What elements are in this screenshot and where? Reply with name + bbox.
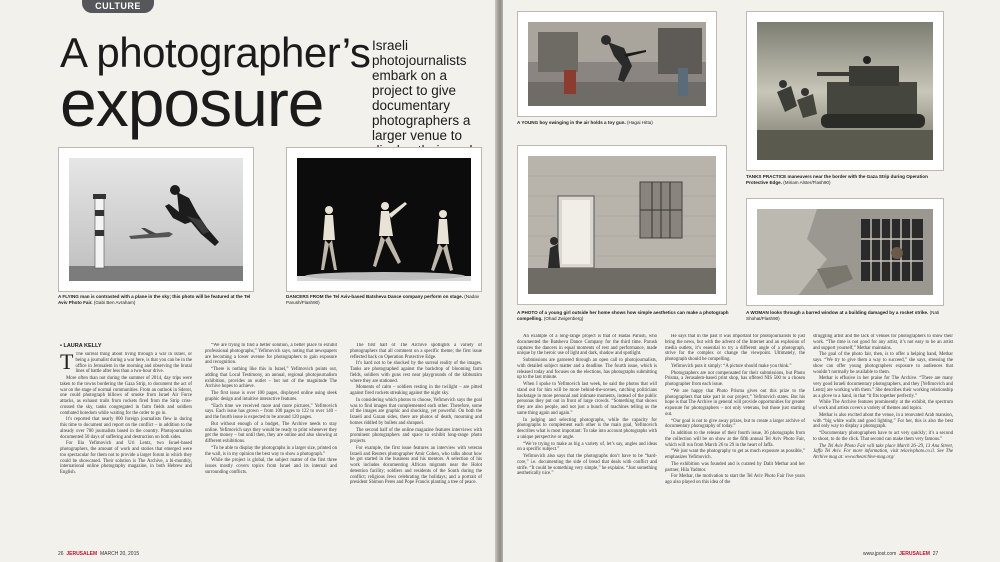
caption-tanks-text: TANKS PRACTICE maneuvers near the border with the Gaza Strip during Operation Protective Edge. bbox=[746, 174, 928, 185]
photo-dancers bbox=[286, 147, 482, 292]
right-column-3 bbox=[813, 334, 953, 546]
paragraph: He says that in the past it was important for photojournalists to just bring the news, but with the advent of the Internet and an explosion of media outlets, it’s essential to try a different angle of a photograph, strive for the complex or change the viewpoint. Ultimately, the photograph should be compelling. bbox=[665, 334, 805, 362]
photo-flying-man bbox=[58, 147, 254, 292]
headline-line-1: A photographer’s bbox=[60, 29, 371, 76]
caption-girl-door-text: A PHOTO of a young girl outside her home shows how simple aesthetics can make a photograph compelling. bbox=[517, 310, 729, 321]
paragraph: The surreal thing about living through a war in Israel, or being a journalist during a war here, is that you can be in the office in Jerusalem in the morning and observing the brutal lines of battle after less than a two-hour drive. bbox=[75, 352, 192, 375]
paragraph: For Ilia Yefimovich and Uri Lentz, two Israel-based photographers, the amount of work and stories that emerged were too spectacular for them not to provide a larger forum in which they could be showcased. Their solution is The Archive, a bi-monthly, international online photography magazine, in both Hebrew and English. bbox=[60, 441, 192, 475]
paragraph: “There is nothing like this in Israel,” Yefimovich points out, adding that Local Testimony, an annual, regional photojournalism exhibition, provides an outlet – but not of the magnitude The Archive hopes to achieve. bbox=[205, 367, 337, 390]
paragraph: While The Archive features prominently at the exhibit, the spectrum of work and artists covers a variety of themes and topics. bbox=[813, 400, 953, 411]
photo-girl-door bbox=[517, 145, 727, 305]
paragraph: But without enough of a budget, The Archive needs to stay online. Yefimovich says they would be ready to print whenever they get the money – but until then, they are online and also showing at different exhibitions. bbox=[205, 421, 337, 444]
caption-boy-swing-text: A YOUNG boy swinging in the air holds a toy gun. bbox=[517, 120, 626, 125]
paragraph: In addition to the release of their fourth issue, 36 photographs from the collection will be on show at the fifth annual Tel Aviv Photo Fair, which will run from March 26 to 29 in the heart of Jaffa. bbox=[665, 431, 805, 448]
headline bbox=[60, 29, 371, 140]
caption-flying-man-text: A FLYING man is contrasted with a plane in the sky; this photo will be featured at the Tel Aviv Photo Fair. bbox=[58, 294, 251, 305]
right-column-1 bbox=[517, 334, 657, 546]
paragraph: The exhibition was founded and is curated by Dalit Methar and her partner, Hila Yadmor. bbox=[665, 461, 805, 473]
paragraph: Moments of calm – soldiers resting in the twilight – are pitted against fired rockets streaking against the night sky. bbox=[350, 385, 482, 396]
caption-dancers-text: DANCERS FROM the Tel Aviv-based Batsheva Dance company perform on stage. bbox=[286, 294, 463, 299]
right-page bbox=[503, 0, 1000, 562]
magazine-name-right: JERUSALEM bbox=[899, 551, 930, 557]
paragraph: “We are happy that Photo Prisma gives out this prize to the photographers that take part in our project,” Yefimovich states. But his hope is that The Archive in general will provide opportunities for greater exposure for photographers – not only veterans, but those just starting out. bbox=[665, 388, 805, 417]
standfirst: Israeli photojournalists embark on a project to give documentary photographers a larger venue to bbox=[372, 38, 471, 143]
paragraph: When I spoke to Yefimovich last week, he said the photos that will stand out for him will be more behind-the-scenes, catching politicians backstage in more personal and intimate moments, instead of the public personas they put out in front of large crowds. “Something that shows they are also people, and not just a bunch of machines telling us the same thing again and again.” bbox=[517, 382, 657, 416]
paragraph: Yefimovich also says that the photographs don’t have to be “hard-core,” i.e. documenting the side of bread that deals with conflict and strife. “It could be something very simple,” he explains. “Just something aesthetically nice.” bbox=[517, 454, 657, 477]
credit-dancers: (Nadav Parush/Flash90) bbox=[286, 294, 480, 305]
credit-window: (Nati Shohat/Flash90) bbox=[746, 310, 940, 321]
photo-window bbox=[746, 198, 944, 306]
paragraph: “We are trying to find a better solution, a better place to exhibit professional photographs,” Yefimovich says, noting that newspapers are becoming a lower avenue for photographers to gain exposure and recognition. bbox=[205, 343, 337, 366]
paragraph: The first issue is over 100 pages, displayed online using sleek graphic design and intuitive interactive features. bbox=[205, 391, 337, 402]
page-number-left: 26 bbox=[58, 551, 64, 557]
paragraph: Photographers are not compensated for their submissions, but Photo Prisma, a Jerusalem-based print shop, has offered NIS 500 to a chosen photographer from each issue. bbox=[665, 370, 805, 387]
photo-boy-swing bbox=[517, 11, 717, 117]
paragraph: An example of a long-range project is that of Hadas Parush, who documented the Batsheva Dance Company for the third time. Parush captures the dancers in equal moments of rest and performance, made unique by the heroic use of light and dark, shadow and spotlight. bbox=[517, 334, 657, 357]
left-column-1 bbox=[60, 352, 192, 546]
left-column-2 bbox=[205, 343, 337, 546]
paragraph: struggling artist and the lack of venues for photographers to show their work. “The time is not good for any artist, it’s not easy to be an artist and support yourself,” Methar maintains. bbox=[813, 334, 953, 351]
paragraph: For Methar, the motivation to start the Tel Aviv Photo Fair five years ago also played on this idea of the bbox=[665, 474, 805, 485]
paragraph: More often than not during the summer of 2014, day trips were taken to the towns bordering the Gaza Strip, to document the act of war on the stage of normal communities. From an outlook in Sderot, one could photograph billows of smoke from Israel Air Force attacks, as exhaust trails from rockets fired from the Strip criss-crossed the sky, tanks congregated in farm fields and soldiers combated boredom while waiting for the order to go in. bbox=[60, 376, 192, 416]
boy-swing-image bbox=[528, 22, 706, 106]
caption-tanks bbox=[746, 174, 946, 185]
paragraph: “We just want the photography to get as much exposure as possible,” emphasizes Yefimovich. bbox=[665, 449, 805, 460]
paragraph: “We’re trying to make as big a variety of, let’s say, angles and ideas on a specific subject.” bbox=[517, 441, 657, 453]
section-tab: CULTURE bbox=[82, 0, 154, 13]
paragraph: Methar is effusive in her praise for The Archive. “There are many very good Israeli documentary photographers, and they [Yefimovich and Lentz] are working with them.” She describes their working relationship as a glove to a hand, in that “it fits together perfectly.” bbox=[813, 376, 953, 399]
tanks-image bbox=[757, 22, 933, 160]
issue-date: MARCH 20, 2015 bbox=[99, 551, 140, 557]
left-column-3 bbox=[350, 343, 482, 546]
caption-window-text: A WOMAN looks through a barred window at a building damaged by a rocket strike. bbox=[746, 310, 929, 315]
website-url: www.jpost.com bbox=[863, 551, 897, 557]
caption-boy-swing bbox=[517, 120, 727, 126]
credit-flying-man: (Gabi Ben Avraham) bbox=[93, 299, 136, 305]
magazine-name-left: JERUSALEM bbox=[66, 551, 98, 557]
left-page bbox=[0, 0, 497, 562]
page-number-right: 27 bbox=[932, 551, 939, 557]
folio-left bbox=[58, 551, 139, 557]
flying-man-image bbox=[69, 158, 243, 281]
paragraph: “Our goal is not to give away prizes, but to create a larger archive of documentary photography of today.” bbox=[665, 418, 805, 430]
paragraph: “Each time we received more and more pictures,” Yefimovich says. Each issue has grown – from 100 pages to 122 to over 140 – and the fourth issue is expected to be around 120 pages. bbox=[205, 403, 337, 420]
paragraph: It’s hard not to be shocked by the surreal reality of the images. Tanks are photographed against the backdrop of blooming farm fields, soldiers with guns rest near playgrounds of the kibbutzim where they are stationed. bbox=[350, 361, 482, 384]
byline: • LAURA KELLY bbox=[60, 343, 102, 349]
credit-boy-swing: (Hagai Hitta) bbox=[627, 120, 653, 125]
paragraph: “Documentary photographers have to act very quickly; it’s a second to shoot, to do the click. That second can make them very famous.” bbox=[813, 431, 953, 442]
paragraph: Methar is also excited about the venue, in a renovated Arab mansion, with “big white walls and good lighting.” For her, this is also the best and only way to display a photograph. bbox=[813, 412, 953, 430]
credit-tanks: (Miriam Alster/Flash90) bbox=[783, 179, 831, 185]
caption-girl-door bbox=[517, 310, 732, 321]
paragraph: Submissions are garnered through an open call to photojournalists, with detailed subject matter and a deadline. The fourth issue, which is released today and focuses on the elections, has photographs submitting up to the last minute. bbox=[517, 358, 657, 381]
paragraph: In considering which photos to choose, Yefimovich says the goal was to find images that complemented each other. Therefore, some of the images are graphic and shocking, yet powerful. On both the Israeli and Gazan sides, there are photos of death, mourning and homes riddled by bullets and shrapnel. bbox=[350, 397, 482, 426]
drop-cap: T bbox=[60, 352, 74, 374]
right-column-2 bbox=[665, 334, 805, 546]
paragraph: “To be able to display the photographs in a larger size, printed on the wall, is in my opinion the best way to show a photograph.” bbox=[205, 445, 337, 457]
paragraph: The second half of the online magazine features interviews with prominent photographers and space to exhibit long-range photo projects. bbox=[350, 427, 482, 444]
paragraph: Yefimovich puts it simply: “A picture should make you think.” bbox=[671, 363, 792, 369]
paragraph: In judging and selecting photographs, while the capacity for photographs to complement each other is the main goal, Yefimovich describes what is most important: To take into account photographs with a unique perspective or angle. bbox=[517, 417, 657, 440]
paragraph: The goal of the photo fair, then, is to offer a helping hand, Methar says. “We try to give them a way to succeed,” she says, stressing the show can offer young photographers exposure to audiences that wouldn’t normally be available to them. bbox=[813, 352, 953, 375]
caption-flying-man bbox=[58, 294, 258, 305]
headline-line-2: exposure bbox=[60, 66, 324, 140]
dancers-image bbox=[297, 158, 471, 281]
paragraph: For example, the first issue features an interview with veteran Israeli and Reuters photographer Amir Cohen, who talks about how he got started in the business and his mentors. A selection of his work includes documenting African migrants near the Holot detention facility; soldiers and residents of the South during the conflict; religious Jews celebrating the holidays; and a portrait of president Shimon Peres and Pope Francis planting a tree of peace. bbox=[350, 445, 482, 486]
paragraph: The first half of The Archive spotlights a variety of photographers that all comment on a specific theme; the first issue reflected back on Operation Protective Edge. bbox=[350, 343, 482, 360]
paragraph-info: The Tel Aviv Photo Fair will take place March 26–29, 13 Ana Street, Jaffa Tel Aviv. For more information, visit telavivphoto.co.il. See The Archive mag at: www.thearchive-mag.org/ bbox=[813, 443, 953, 460]
caption-window bbox=[746, 310, 946, 321]
folio-right bbox=[863, 551, 938, 557]
girl-door-image bbox=[528, 156, 716, 294]
credit-girl-door: (Ohad Zwigenberg) bbox=[543, 315, 584, 321]
paragraph: While the project is global, the subject matter of the first three issues mostly covers topics from Israel and its internal and surrounding conflicts. bbox=[205, 458, 337, 475]
photo-tanks bbox=[746, 11, 944, 171]
paragraph: It’s reported that nearly 800 foreign journalists flew in during this time to document and report on the conflict – in addition to the already over 700 journalists based in the country. Photojournalists documented 50 days of suffering and destruction on both sides. bbox=[60, 417, 192, 440]
caption-dancers bbox=[286, 294, 486, 305]
window-image bbox=[757, 209, 933, 295]
